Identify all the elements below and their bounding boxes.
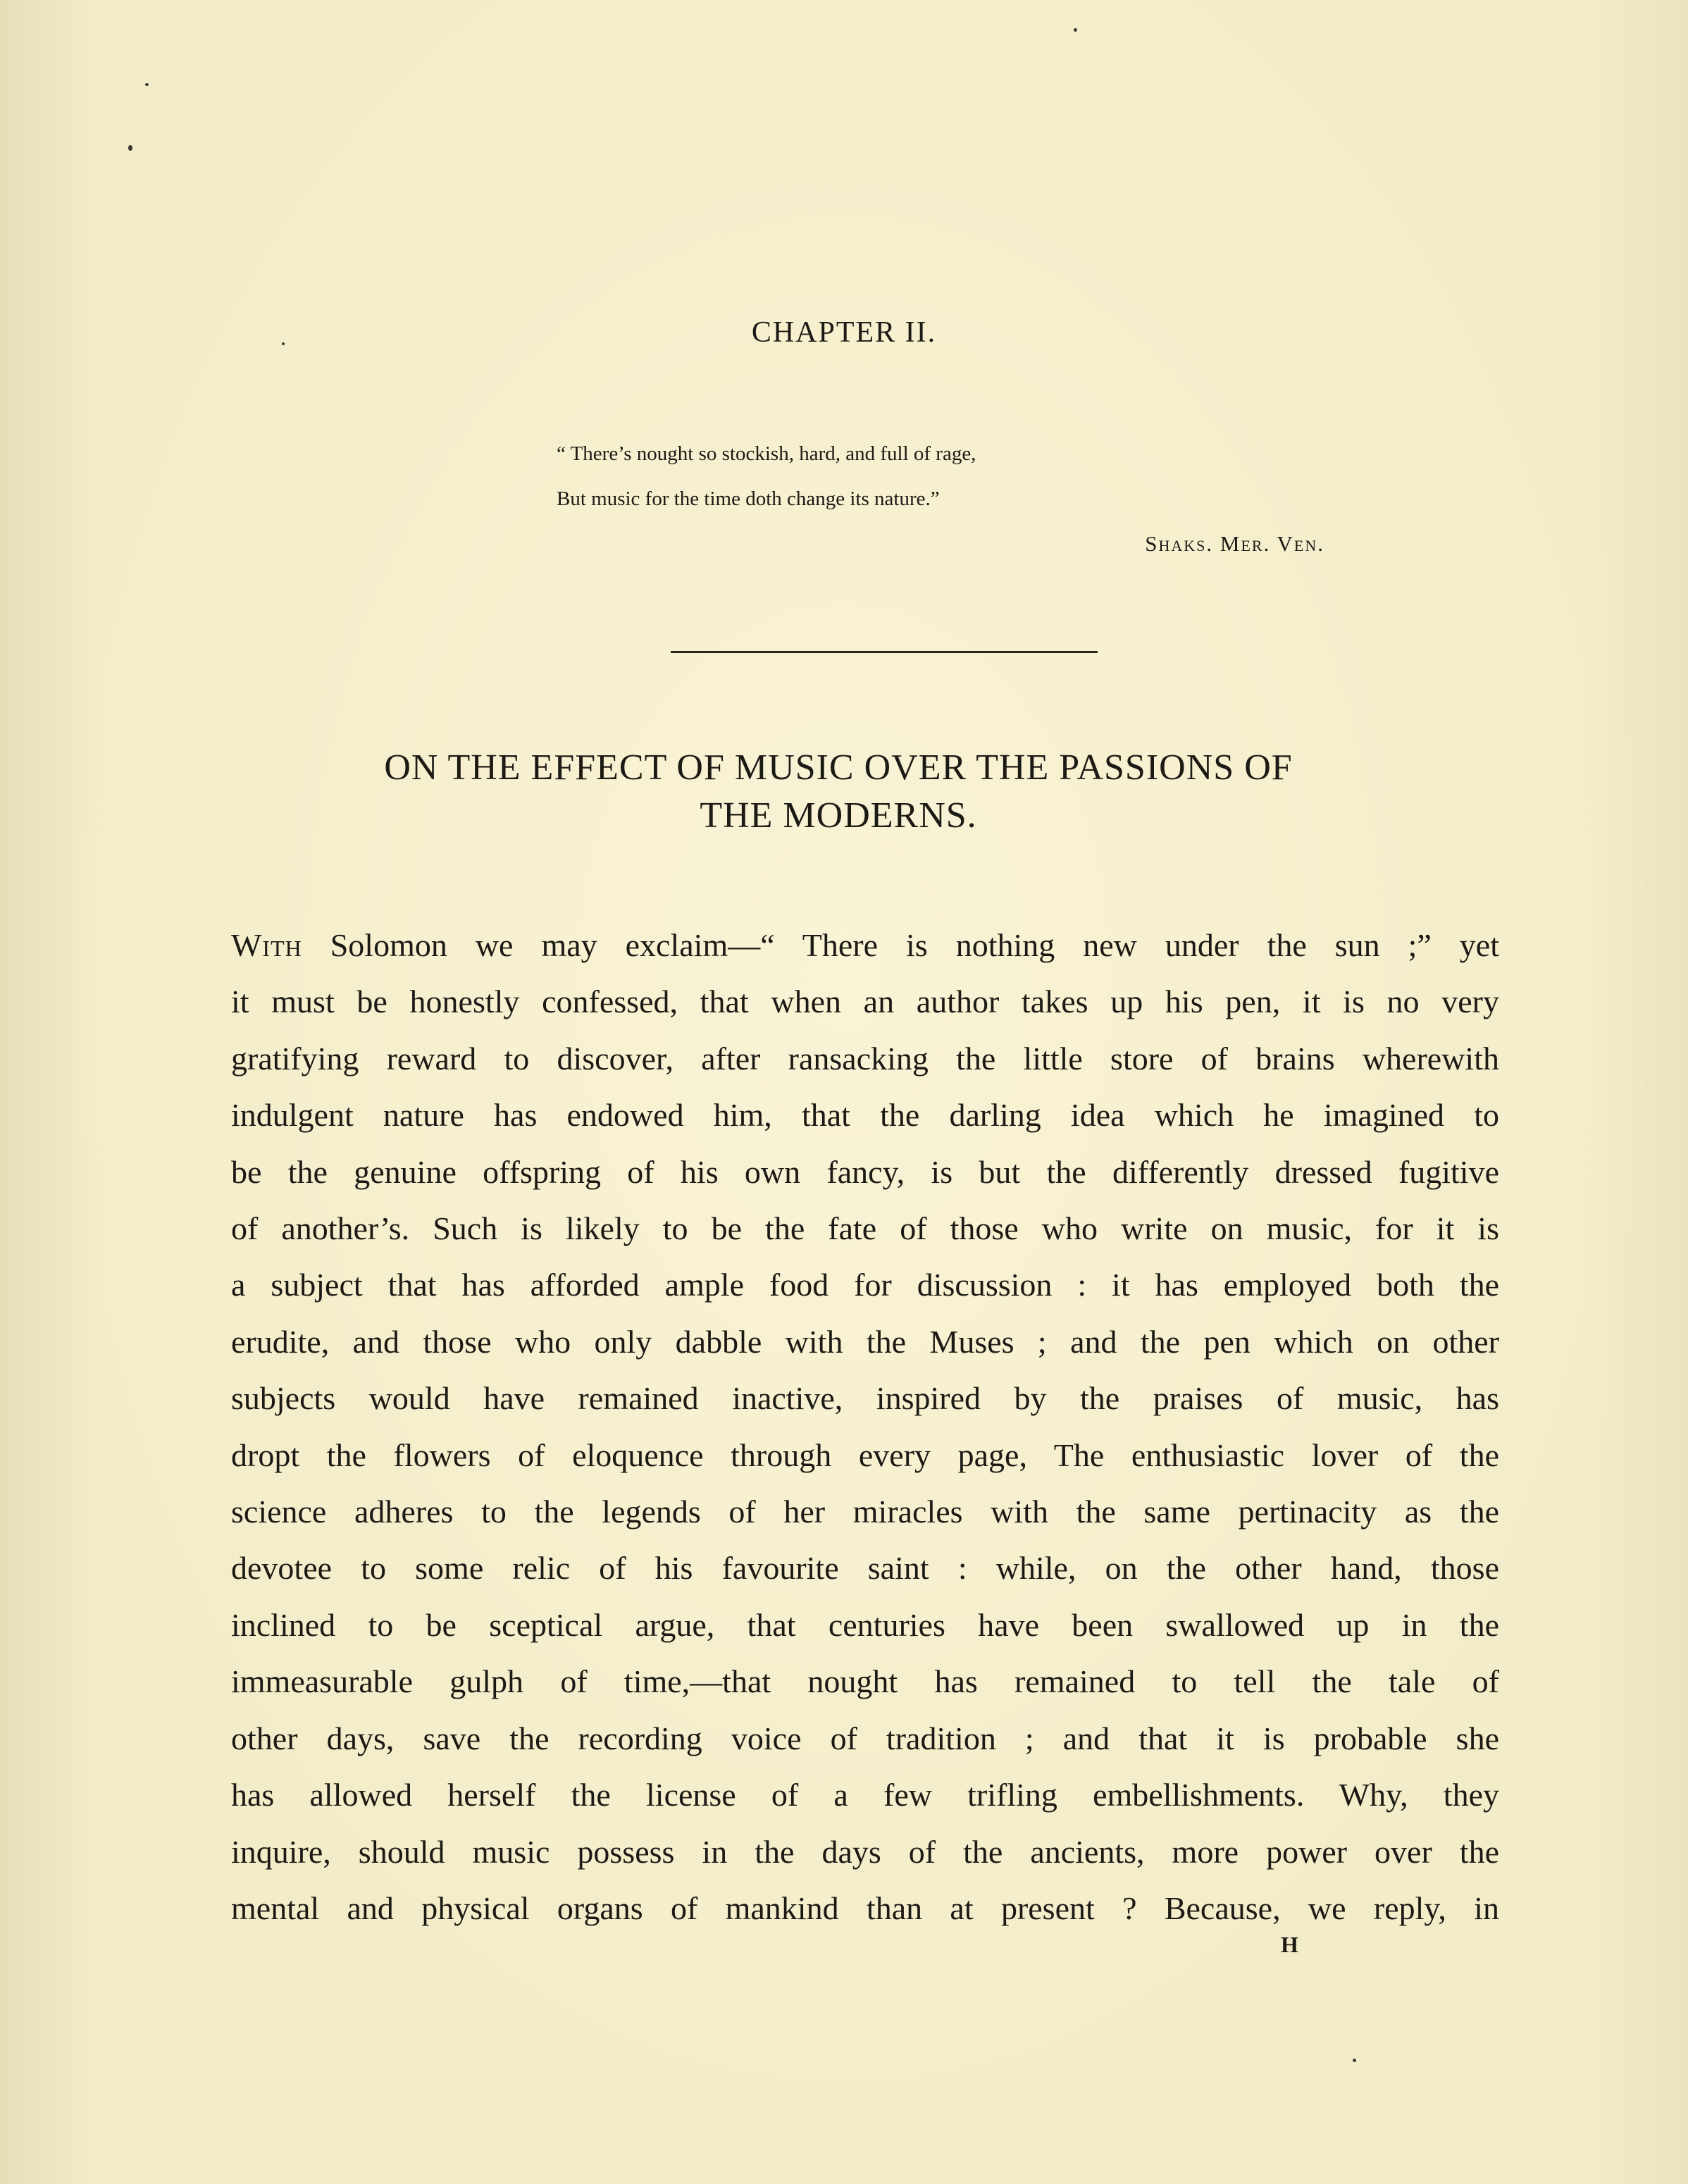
- paper-speck: [1074, 28, 1077, 32]
- opening-word: With: [231, 927, 302, 963]
- body-line: other days, save the recording voice of tradition ; and that it is probable she: [231, 1720, 1499, 1756]
- paper-speck: [128, 145, 132, 151]
- epigraph-line-2: But music for the time doth change its nature.”: [557, 488, 940, 510]
- section-heading: [232, 744, 1444, 840]
- body-line: a subject that has afforded ample food for discussion : it has employed both the: [231, 1267, 1499, 1303]
- body-line: has allowed herself the license of a few trifling embellishments. Why, they: [231, 1777, 1499, 1813]
- body-line: subjects would have remained inactive, inspired by the praises of music, has: [231, 1380, 1499, 1417]
- body-line: science adheres to the legends of her miracles with the same pertinacity as the: [231, 1494, 1499, 1530]
- paper-speck: [282, 342, 285, 345]
- body-line: inquire, should music possess in the days of the ancients, more power over the: [231, 1833, 1499, 1870]
- body-line: devotee to some relic of his favourite saint : while, on the other hand, those: [231, 1550, 1499, 1587]
- signature-mark: H: [1281, 1932, 1298, 1957]
- body-line: of another’s. Such is likely to be the fate of those who write on music, for it is: [231, 1210, 1499, 1247]
- body-line: erudite, and those who only dabble with the Muses ; and the pen which on other: [231, 1323, 1499, 1360]
- chapter-title: CHAPTER II.: [751, 316, 937, 349]
- body-line: With Solomon we may exclaim—“ There is nothing new under the sun ;” yet: [231, 927, 1499, 963]
- section-heading-line-1: ON THE EFFECT OF MUSIC OVER THE PASSIONS OF: [384, 747, 1293, 788]
- body-line: immeasurable gulph of time,—that nought has remained to tell the tale of: [231, 1663, 1499, 1700]
- epigraph: [557, 431, 1332, 566]
- body-line: be the genuine offspring of his own fancy, is but the differently dressed fugitive: [231, 1153, 1499, 1190]
- body-line: it must be honestly confessed, that when an author takes up his pen, it is no very: [231, 984, 1499, 1020]
- epigraph-line-1: “ There’s nought so stockish, hard, and full of rage,: [557, 442, 976, 465]
- body-line: inclined to be sceptical argue, that centuries have been swallowed up in the: [231, 1606, 1499, 1643]
- body-line: indulgent nature has endowed him, that the darling idea which he imagined to: [231, 1097, 1499, 1134]
- body-line: gratifying reward to discover, after ransacking the little store of brains wherewith: [231, 1040, 1499, 1077]
- section-divider-rule: [671, 651, 1098, 653]
- body-line: dropt the flowers of eloquence through every page, The enthusiastic lover of the: [231, 1437, 1499, 1473]
- section-heading-line-2: THE MODERNS.: [700, 795, 977, 836]
- paper-speck: [1353, 2059, 1356, 2062]
- paper-speck: [145, 83, 149, 86]
- body-text: [231, 917, 1499, 1937]
- epigraph-attribution: Shaks. Mer. Ven.: [1145, 531, 1324, 556]
- body-line: mental and physical organs of mankind than at present ? Because, we reply, in: [231, 1890, 1499, 1926]
